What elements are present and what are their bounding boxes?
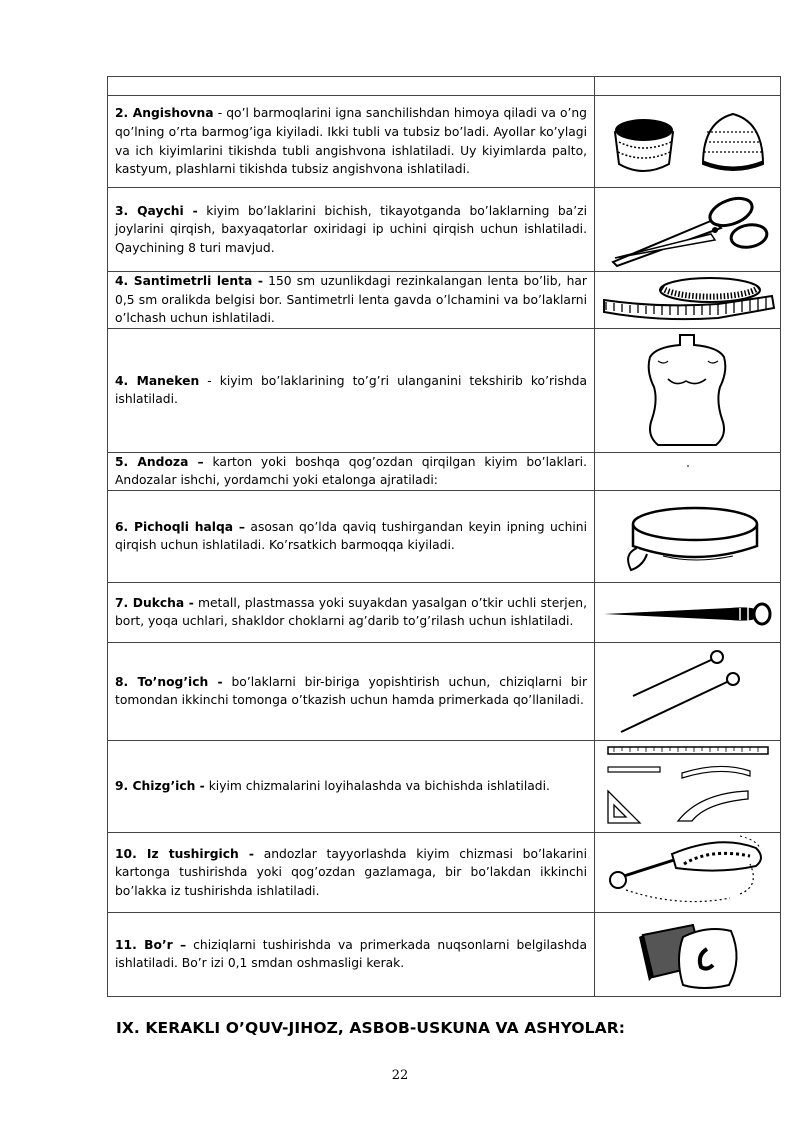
table-row <box>108 490 781 582</box>
item-desc: metall, plastmassa yoki suyakdan yasalgan o’tkir uchli sterjen, bort, yoqa uchlari, shakldor choklarni ag’darib to’g’rilash uchun ishlatiladi. <box>115 595 587 629</box>
item-text <box>108 452 595 490</box>
tracing-wheel-icon <box>595 832 781 912</box>
tape-measure-icon <box>595 272 781 329</box>
item-text <box>108 328 595 452</box>
item-term: 8. To’nog’ich - <box>115 674 223 689</box>
item-desc: asosan qo’lda qaviq tushirgandan keyin ipning uchini qirqish uchun ishlatiladi. Ko’rsatkich barmoqqa kiyiladi. <box>115 519 587 553</box>
empty-cell <box>595 77 781 96</box>
item-desc: kiyim bo’laklarini bichish, tikayotganda bo’laklarning ba’zi joylarini qirqish, baxyaqatorlar oxiridagi ip uchini qirqish uchun ishlatiladi. Qaychining 8 turi mavjud. <box>115 203 587 255</box>
tools-table <box>107 76 781 997</box>
item-desc: chiziqlarni tushirishda va primerkada nuqsonlarni belgilashda ishlatiladi. Bo’r izi 0,1 smdan oshmasligi kerak. <box>115 937 587 971</box>
table-row <box>108 452 781 490</box>
item-text <box>108 272 595 329</box>
dash-mark-icon <box>595 452 781 490</box>
rulers-icon <box>595 740 781 832</box>
table-row <box>108 96 781 188</box>
table-row <box>108 328 781 452</box>
section-heading: IX. KERAKLI O’QUV-JIHOZ, ASBOB-USKUNA VA ASHYOLAR: <box>116 1019 626 1037</box>
item-text <box>108 490 595 582</box>
mannequin-icon <box>595 328 781 452</box>
item-desc: andozlar tayyorlashda kiyim chizmasi bo’lakarini kartonga tushirishda yoki qog’ozdan gazlamaga, bir bo’lakdan ikkinchi bo’lakka iz tushirishda ishlatiladi. <box>115 846 587 898</box>
item-desc: kiyim chizmalarini loyihalashda va bichishda ishlatiladi. <box>204 779 550 794</box>
item-desc: bo’laklarni bir-biriga yopishtirish uchun, chiziqlarni bir tomondan ikkinchi tomonga o’tkazish uchun hamda primerkada qo’llaniladi. <box>115 674 588 708</box>
item-text <box>108 642 595 740</box>
table-row <box>108 272 781 329</box>
table-row <box>108 912 781 996</box>
item-term: 4. Santimetrli lenta - <box>115 274 263 288</box>
item-term: 2. Angishovna <box>115 106 214 121</box>
table-row <box>108 77 781 96</box>
chalk-icon <box>595 912 781 996</box>
table-row <box>108 832 781 912</box>
item-desc: - qo’l barmoqlarini igna sanchilishdan himoya qiladi va o’ng qo’lning o’rta barmog’iga kiyiladi. Ikki tubli va tubsiz bo’ladi. Ayollar ko’ylagi va ich kiyimlarini tikishda tubli angishvona ishlatiladi. Uy kiyimlarda palto, kastyum, plashlarni tikishda tubsiz angishvona ishlatiladi. <box>115 106 587 177</box>
item-term: 5. Andoza – <box>115 454 204 469</box>
thimble-icon <box>595 96 781 188</box>
item-term: 3. Qaychi - <box>115 203 198 218</box>
empty-cell <box>108 77 595 96</box>
page-number: 22 <box>391 1068 409 1083</box>
item-term: 7. Dukcha - <box>115 595 194 610</box>
item-text <box>108 582 595 642</box>
item-desc: - kiyim bo’laklarining to’g’ri ulanganini tekshirib ko’rishda ishlatiladi. <box>115 373 587 407</box>
item-term: 10. Iz tushirgich - <box>115 846 254 861</box>
item-text <box>108 912 595 996</box>
item-term: 4. Maneken <box>115 373 200 388</box>
item-term: 6. Pichoqli halqa – <box>115 519 246 534</box>
item-term: 9. Chizg’ich - <box>115 779 205 794</box>
item-text <box>108 188 595 272</box>
scissors-icon <box>595 188 781 272</box>
item-text <box>108 832 595 912</box>
item-desc: karton yoki boshqa qog’ozdan qirqilgan kiyim bo’laklari. Andozalar ishchi, yordamchi yoki etalonga ajratiladi: <box>115 454 587 488</box>
pins-icon <box>595 642 781 740</box>
item-term: 11. Bo’r – <box>115 937 187 952</box>
item-text <box>108 740 595 832</box>
ring-knife-icon <box>595 490 781 582</box>
table-row <box>108 582 781 642</box>
item-text <box>108 96 595 188</box>
item-desc: 150 sm uzunlikdagi rezinkalangan lenta bo’lib, har 0,5 sm oralikda belgisi bor. Santimetrli lenta gavda o’lchamini va bo’laklarni o’lchash uchun ishlatiladi. <box>115 274 587 326</box>
table-row <box>108 642 781 740</box>
awl-icon <box>595 582 781 642</box>
table-row <box>108 188 781 272</box>
table-row <box>108 740 781 832</box>
